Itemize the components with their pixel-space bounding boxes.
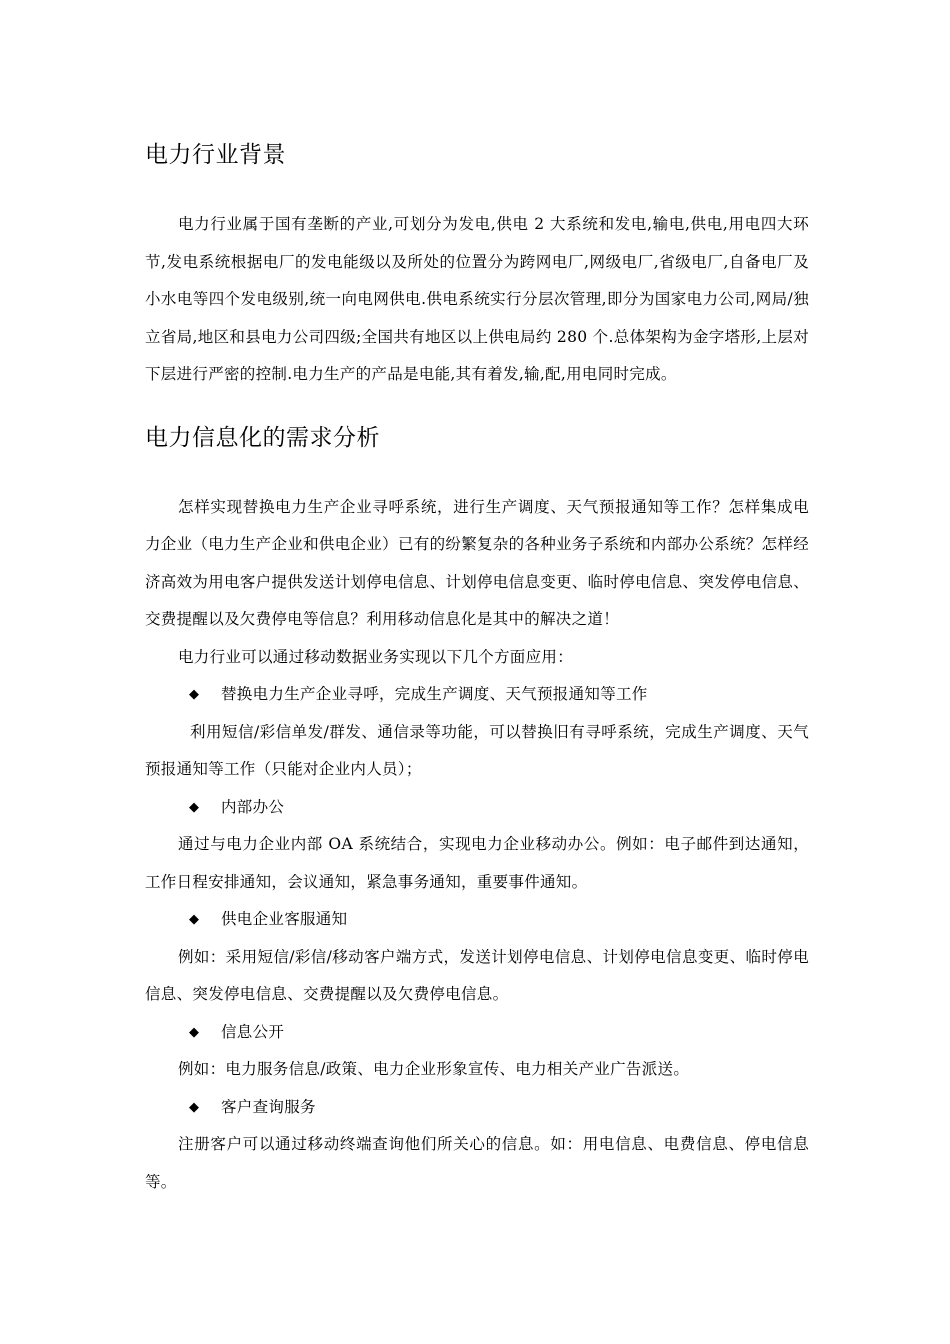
diamond-bullet-icon: ◆ [189,1024,199,1040]
needs-intro-paragraph: 怎样实现替换电力生产企业寻呼系统，进行生产调度、天气预报通知等工作？怎样集成电力企业（电力生产企业和供电企业）已有的纷繁复杂的各种业务子系统和内部办公系统？怎样经济高效为用电客户提供发送计划停电信息、计划停电信息变更、临时停电信息、突发停电信息、交费提醒以及欠费停电等信息？利用移动信息化是其中的解决之道！ [145,497,809,628]
bullet-title: 替换电力生产企业寻呼，完成生产调度、天气预报通知等工作 [221,685,648,703]
section-heading-informatization-needs: 电力信息化的需求分析 [145,424,380,451]
bullet-item-internal-office [145,789,809,827]
bullet-item-customer-notification [145,901,809,939]
industry-background-paragraph: 电力行业属于国有垄断的产业,可划分为发电,供电 2 大系统和发电,输电,供电,用电四大环节,发电系统根据电厂的发电能级以及所处的位置分为跨网电厂,网级电厂,省级电厂,自备电厂及小水电等四个发电级别,统一向电网供电.供电系统实行分层次管理,即分为国家电力公司,网局/独立省局,地区和县电力公司四级;全国共有地区以上供电局约 280 个.总体架构为金字塔形,上层对下层进行严密的控制.电力生产的产品是电能,其有着发,输,配,用电同时完成。 [145,215,809,383]
bullet-body-customer-notification: 例如：采用短信/彩信/移动客户端方式，发送计划停电信息、计划停电信息变更、临时停电信息、突发停电信息、交费提醒以及欠费停电信息。 [145,947,809,1003]
bullet-title: 信息公开 [221,1022,285,1041]
bullet-item-paging-replacement [145,676,809,714]
diamond-bullet-icon: ◆ [189,912,199,927]
bullet-title: 内部办公 [221,797,285,816]
bullet-body-paging-replacement: 利用短信/彩信单发/群发、通信录等功能，可以替换旧有寻呼系统，完成生产调度、天气预报通知等工作（只能对企业内人员）； [145,722,809,778]
diamond-bullet-icon: ◆ [189,687,199,702]
document-content [145,138,809,1201]
bullet-title: 供电企业客服通知 [221,910,348,928]
diamond-bullet-icon: ◆ [189,799,199,815]
bullet-title: 客户查询服务 [221,1097,316,1116]
bullet-item-customer-query [145,1089,809,1127]
applications-lead-paragraph: 电力行业可以通过移动数据业务实现以下几个方面应用： [178,647,574,666]
bullet-item-information-disclosure [145,1014,809,1052]
bullet-body-customer-query: 注册客户可以通过移动终端查询他们所关心的信息。如：用电信息、电费信息、停电信息等。 [145,1135,809,1191]
section-heading-industry-background: 电力行业背景 [145,142,286,168]
bullet-body-information-disclosure: 例如：电力服务信息/政策、电力企业形象宣传、电力相关产业广告派送。 [178,1060,690,1078]
bullet-body-internal-office: 通过与电力企业内部 OA 系统结合，实现电力企业移动办公。例如：电子邮件到达通知，工作日程安排通知，会议通知，紧急事务通知，重要事件通知。 [145,835,809,891]
diamond-bullet-icon: ◆ [189,1099,199,1115]
